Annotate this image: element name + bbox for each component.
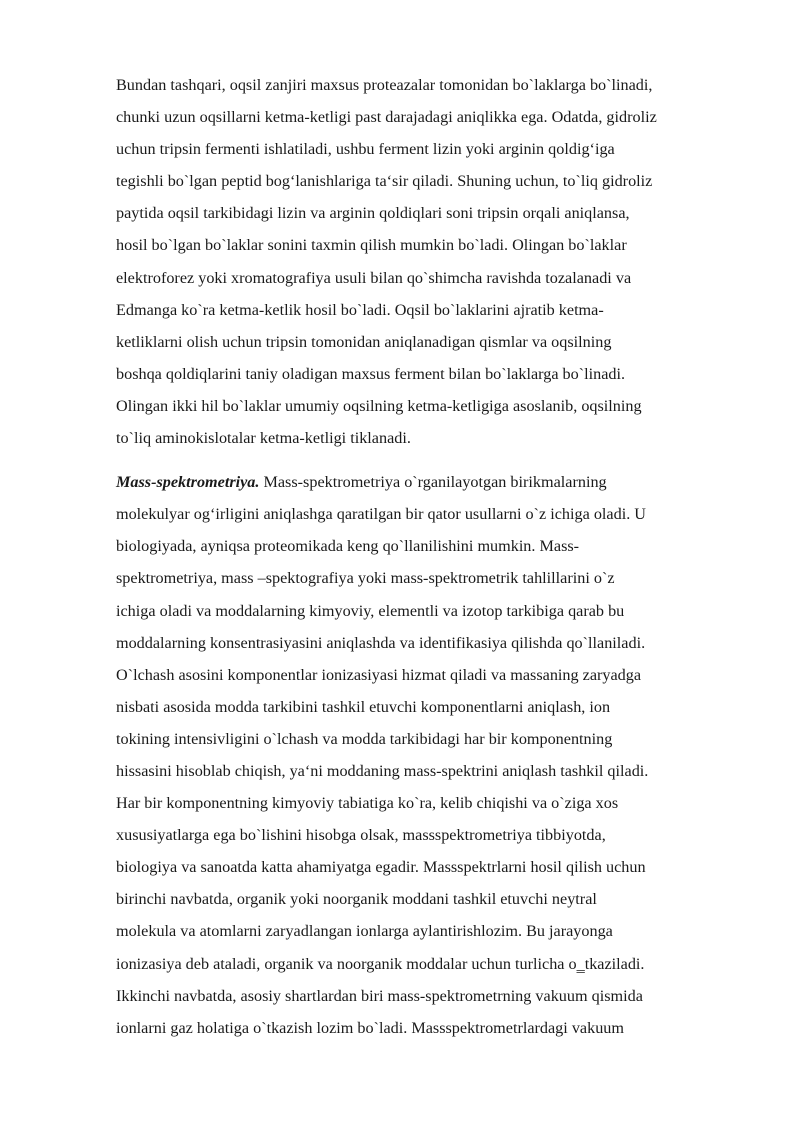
text-line: Bundan tashqari, oqsil zanjiri maxsus proteazalar tomonidan bo`laklarga bo`linadi, — [116, 76, 653, 94]
text-line-first — [116, 466, 742, 498]
text-line: biologiya va sanoatda katta ahamiyatga egadir. Massspektrlarni hosil qilish uchun — [116, 858, 646, 877]
text-line: biologiyada, ayniqsa proteomikada keng qo`llanilishini mumkin. Mass- — [116, 537, 580, 556]
text-line: Olingan ikki hil bo`laklar umumiy oqsilning ketma-ketligiga asoslanib, oqsilning — [116, 396, 642, 415]
text-line: chunki uzun oqsillarni ketma-ketligi past darajadagi aniqlikka ega. Odatda, gidroliz — [116, 108, 657, 127]
paragraph-proteolysis — [116, 69, 742, 454]
text-line: birinchi navbatda, organik yoki noorganik moddani tashkil etuvchi neytral — [116, 890, 597, 909]
text-line: O`lchash asosini komponentlar ionizasiyasi hizmat qiladi va massaning zaryadga — [116, 665, 642, 684]
text-line: elektroforez yoki xromatografiya usuli bilan qo`shimcha ravishda tozalanadi va — [116, 268, 632, 287]
text-line: tegishli bo`lgan peptid bog‘lanishlariga ta‘sir qiladi. Shuning uchun, to`liq gidroliz — [116, 172, 653, 191]
text-line: hissasini hisoblab chiqish, ya‘ni moddaning mass-spektrini aniqlash tashkil qiladi. — [116, 761, 649, 780]
text-line: Edmanga ko`ra ketma-ketlik hosil bo`ladi. Oqsil bo`laklarini ajratib ketma- — [116, 300, 604, 319]
text-line: Ikkinchi navbatda, asosiy shartlardan biri mass-spektrometrning vakuum qismida — [116, 986, 643, 1005]
text-line: ichiga oladi va moddalarning kimyoviy, elementli va izotop tarkibiga qarab bu — [116, 601, 625, 620]
text-line: moddalarning konsentrasiyasini aniqlashda va identifikasiya qilishda qo`llaniladi. — [116, 633, 646, 652]
text-line: boshqa qoldiqlarini taniy oladigan maxsus ferment bilan bo`laklarga bo`linadi. — [116, 364, 626, 383]
lead-line-text: Mass-spektrometriya o`rganilayotgan birikmalarning — [259, 473, 607, 492]
text-line: xususiyatlarga ega bo`lishini hisobga olsak, massspektrometriya tibbiyotda, — [116, 826, 606, 845]
text-line: paytida oqsil tarkibidagi lizin va arginin qoldiqlari soni tripsin orqali aniqlansa, — [116, 204, 630, 223]
text-line: uchun tripsin fermenti ishlatiladi, ushbu ferment lizin yoki arginin qoldig‘iga — [116, 140, 615, 159]
text-line: spektrometriya, mass –spektografiya yoki mass-spektrometrik tahlillarini o`z — [116, 569, 615, 588]
paragraph-spacer — [116, 454, 742, 466]
text-line: to`liq aminokislotalar ketma-ketligi tiklanadi. — [116, 429, 411, 448]
document-page — [116, 69, 742, 1044]
paragraph-mass-spectrometry — [116, 466, 742, 1044]
text-line: Har bir komponentning kimyoviy tabiatiga ko`ra, kelib chiqishi va o`ziga xos — [116, 794, 619, 813]
text-line: ionlarni gaz holatiga o`tkazish lozim bo`ladi. Massspektrometrlardagi vakuum — [116, 1018, 624, 1037]
text-line: ketliklarni olish uchun tripsin tomonidan aniqlanadigan qismlar va oqsilning — [116, 332, 612, 351]
section-lead-heading: Mass-spektrometriya. — [116, 473, 260, 492]
text-line: ionizasiya deb ataladi, organik va noorganik moddalar uchun turlicha o‗tkaziladi. — [116, 954, 645, 973]
text-line: hosil bo`lgan bo`laklar sonini taxmin qilish mumkin bo`ladi. Olingan bo`laklar — [116, 236, 627, 255]
text-line: tokining intensivligini o`lchash va modda tarkibidagi har bir komponentning — [116, 729, 613, 748]
text-line: nisbati asosida modda tarkibini tashkil etuvchi komponentlarni aniqlash, ion — [116, 697, 611, 716]
text-line: molekula va atomlarni zaryadlangan ionlarga aylantirishlozim. Bu jarayonga — [116, 922, 613, 941]
text-line: molekulyar og‘irligini aniqlashga qaratilgan bir qator usullarni o`z ichiga oladi. U — [116, 505, 646, 524]
